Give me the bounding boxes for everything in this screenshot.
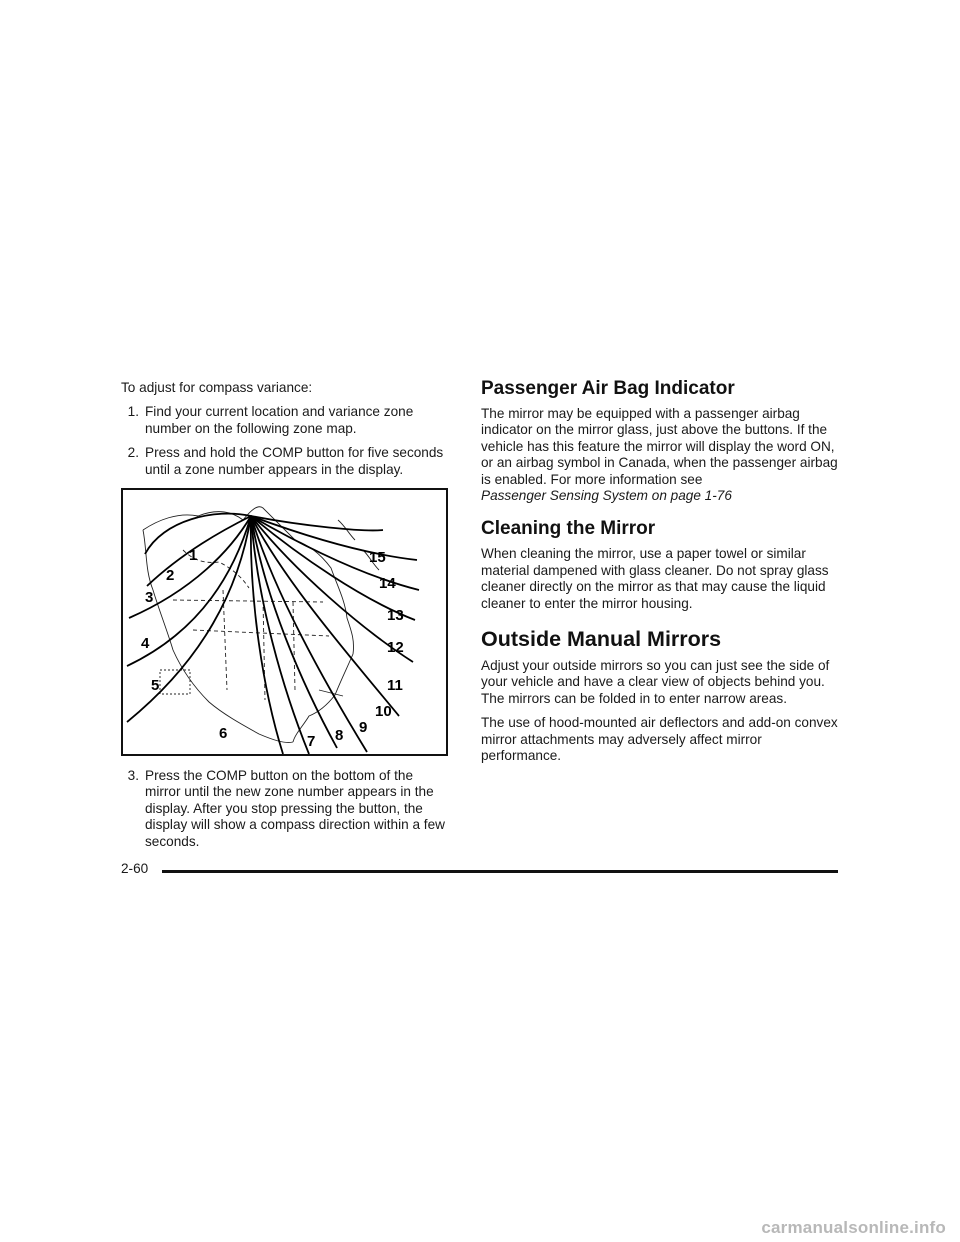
step-text: Press the COMP button on the bottom of the mirror until the new zone number appears in the display. After you stop pressing the button, the display will show a compass direction within a few seconds. [145, 768, 445, 849]
compass-zone-map [121, 488, 448, 756]
zone-map-drawing [123, 490, 446, 754]
zone-label-6: 6 [219, 725, 228, 743]
step-1 [121, 404, 451, 437]
heading-cleaning-the-mirror: Cleaning the Mirror [481, 518, 656, 540]
page-number: 2-60 [121, 861, 149, 876]
zone-label-1: 1 [189, 547, 198, 565]
step-text: Press and hold the COMP button for five seconds until a zone number appears in the display. [145, 445, 444, 477]
step-2 [121, 445, 451, 478]
zone-label-3: 3 [145, 589, 154, 607]
step-number: 3. [127, 768, 139, 784]
air-bag-indicator-body: The mirror may be equipped with a passenger airbag indicator on the mirror glass, just above the buttons. If the vehicle has this feature the mirror will display the word ON, or an airbag symbol in Canada, when the passenger airbag is enabled. For more information see [481, 406, 838, 487]
zone-label-14: 14 [379, 575, 396, 593]
watermark: carmanualsonline.info [761, 1218, 946, 1237]
zone-label-2: 2 [166, 567, 175, 585]
right-column [481, 378, 841, 773]
footer-rule [162, 870, 838, 873]
passenger-sensing-system-reference[interactable]: Passenger Sensing System on page 1-76 [481, 488, 732, 504]
cleaning-mirror-text: When cleaning the mirror, use a paper towel or similar material dampened with glass cleaner. Do not spray glass cleaner directly on the mirror as that may cause the liquid cleaner to enter the mirror housing. [481, 546, 829, 611]
air-bag-indicator-text [481, 406, 841, 504]
intro-text: To adjust for compass variance: [121, 380, 313, 395]
zone-label-7: 7 [307, 733, 316, 751]
outside-mirrors-paragraph-2: The use of hood-mounted air deflectors and add-on convex mirror attachments may adversely affect mirror performance. [481, 715, 838, 764]
zone-label-11: 11 [387, 677, 403, 695]
outside-mirrors-paragraph-1: Adjust your outside mirrors so you can just see the side of your vehicle and have a clear view of objects behind you. The mirrors can be folded in to enter narrow areas. [481, 658, 830, 706]
heading-outside-manual-mirrors: Outside Manual Mirrors [481, 627, 722, 652]
step-text: Find your current location and variance zone number on the following zone map. [145, 404, 414, 436]
zone-label-4: 4 [141, 635, 150, 653]
heading-passenger-air-bag-indicator: Passenger Air Bag Indicator [481, 378, 735, 399]
step-number: 2. [127, 445, 139, 461]
left-column [121, 380, 451, 858]
zone-label-12: 12 [387, 639, 404, 657]
zone-label-8: 8 [335, 727, 344, 745]
zone-label-9: 9 [359, 719, 368, 737]
zone-label-15: 15 [369, 549, 386, 567]
step-number: 1. [127, 404, 139, 420]
zone-label-5: 5 [151, 677, 160, 695]
zone-label-13: 13 [387, 607, 404, 625]
zone-label-10: 10 [375, 703, 392, 721]
step-3 [121, 768, 451, 850]
